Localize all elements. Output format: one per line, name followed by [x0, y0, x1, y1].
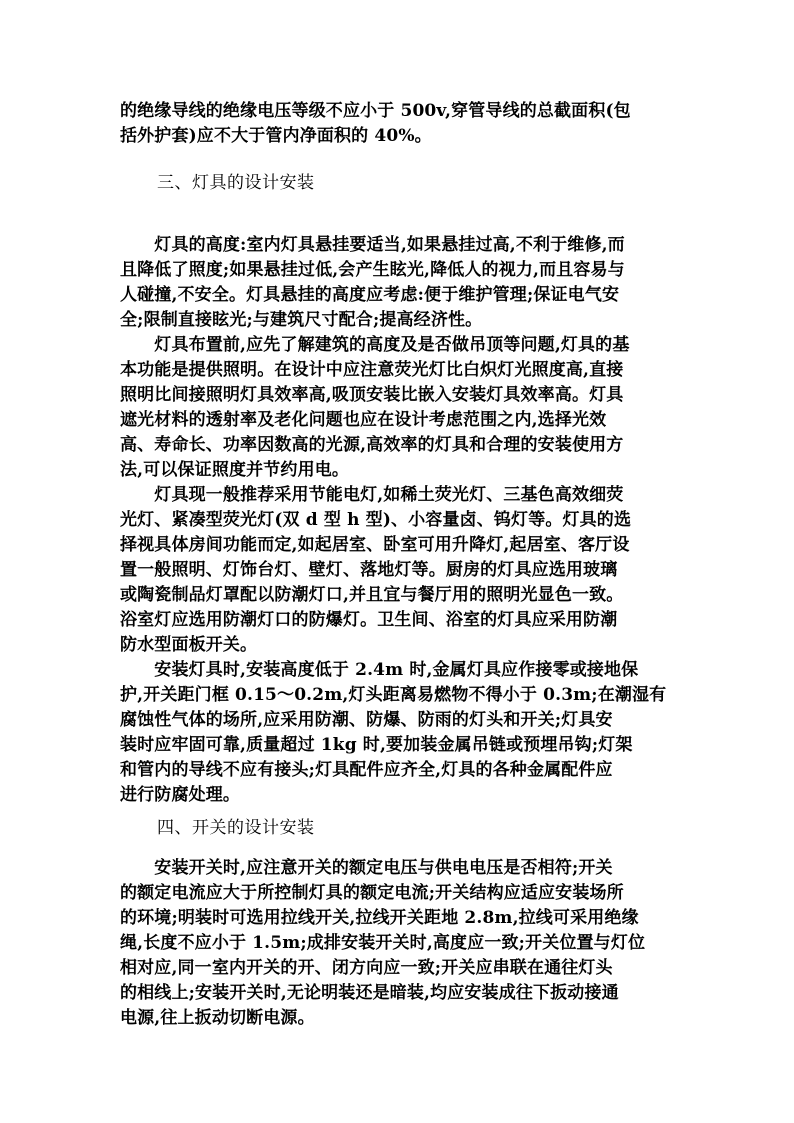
text-line: 置一般照明、灯饰台灯、壁灯、落地灯等。厨房的灯具应选用玻璃	[120, 560, 618, 580]
text-line: 照明比间接照明灯具效率高,吸顶安装比嵌入安装灯具效率高。灯具	[120, 385, 624, 405]
text-line: 灯具现一般推荐采用节能电灯,如稀土荧光灯、三基色高效细荧	[120, 485, 624, 505]
text-line: 灯具的高度:室内灯具悬挂要适当,如果悬挂过高,不利于维修,而	[120, 235, 625, 255]
text-line: 高、寿命长、功率因数高的光源,高效率的灯具和合理的安装使用方	[120, 435, 624, 455]
text-line: 的绝缘导线的绝缘电压等级不应小于 500v,穿管导线的总截面积(包	[120, 101, 631, 121]
text-line: 相对应,同一室内开关的开、闭方向应一致;开关应串联在通往灯头	[120, 958, 613, 978]
text-line: 的环境;明装时可选用拉线开关,拉线开关距地 2.8m,拉线可采用绝缘	[120, 908, 639, 928]
text-line: 装时应牢固可靠,质量超过 1kg 时,要加装金属吊链或预埋吊钩;灯架	[120, 735, 633, 755]
text-line: 和管内的导线不应有接头;灯具配件应齐全,灯具的各种金属配件应	[120, 760, 613, 780]
text-line: 本功能是提供照明。在设计中应注意荧光灯比白炽灯光照度高,直接	[120, 360, 624, 380]
section-heading: 三、灯具的设计安装	[157, 173, 315, 193]
text-line: 的相线上;安装开关时,无论明装还是暗装,均应安装成往下扳动接通	[120, 983, 619, 1003]
text-line: 护,开关距门框 0.15～0.2m,灯头距离易燃物不得小于 0.3m;在潮湿有	[120, 685, 667, 705]
section-heading: 四、开关的设计安装	[157, 818, 315, 838]
text-line: 括外护套)应不大于管内净面积的 40%。	[120, 126, 432, 146]
text-line: 绳,长度不应小于 1.5m;成排安装开关时,高度应一致;开关位置与灯位	[120, 933, 646, 953]
text-line: 进行防腐处理。	[120, 785, 241, 805]
text-line: 电源,往上扳动切断电源。	[120, 1008, 315, 1028]
text-line: 浴室灯应选用防潮灯口的防爆灯。卫生间、浴室的灯具应采用防潮	[120, 610, 618, 630]
text-line: 安装开关时,应注意开关的额定电压与供电电压是否相符;开关	[120, 858, 613, 878]
text-line: 的额定电流应大于所控制灯具的额定电流;开关结构应适应安装场所	[120, 883, 624, 903]
text-line: 人碰撞,不安全。灯具悬挂的高度应考虑:便于维护管理;保证电气安	[120, 285, 620, 305]
text-line: 灯具布置前,应先了解建筑的高度及是否做吊顶等问题,灯具的基	[120, 335, 630, 355]
text-line: 光灯、紧凑型荧光灯(双 d 型 h 型)、小容量卤、钨灯等。灯具的选	[120, 510, 632, 530]
text-line: 遮光材料的透射率及老化问题也应在设计考虑范围之内,选择光效	[120, 410, 607, 430]
text-line: 或陶瓷制品灯罩配以防潮灯口,并且宜与餐厅用的照明光显色一致。	[120, 585, 624, 605]
text-line: 法,可以保证照度并节约用电。	[120, 460, 350, 480]
text-line: 全;限制直接眩光;与建筑尺寸配合;提高经济性。	[120, 310, 483, 330]
text-line: 安装灯具时,安装高度低于 2.4m 时,金属灯具应作接零或接地保	[120, 660, 639, 680]
text-line: 且降低了照度;如果悬挂过低,会产生眩光,降低人的视力,而且容易与	[120, 260, 625, 280]
text-line: 腐蚀性气体的场所,应采用防潮、防爆、防雨的灯头和开关;灯具安	[120, 710, 613, 730]
text-line: 防水型面板开关。	[120, 635, 258, 655]
text-line: 择视具体房间功能而定,如起居室、卧室可用升降灯,起居室、客厅设	[120, 535, 630, 555]
